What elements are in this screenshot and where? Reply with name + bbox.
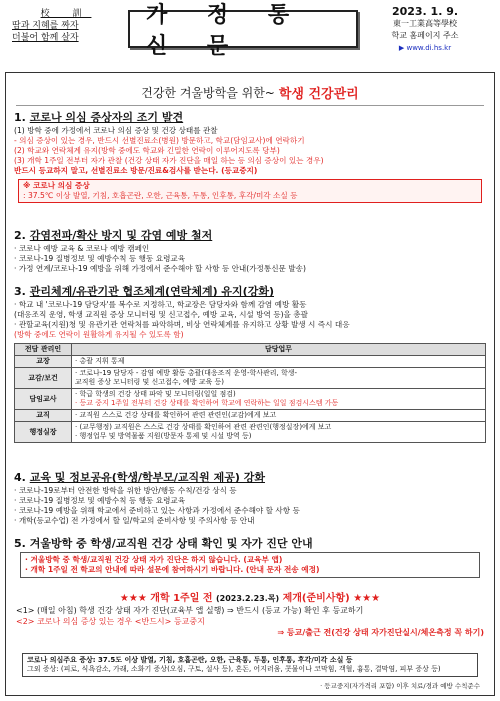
- s5-item-1: · 겨울방학 중 학생/교직원 건강 상태 자가 진단은 하지 않습니다. (교육부 앱): [25, 555, 283, 564]
- s4-item-4: · 개학(등교수업) 전 가정에서 할 일/학교의 준비사항 및 주의사항 등 안내: [14, 516, 255, 525]
- section-2-title: [14, 229, 486, 243]
- s3-item-2: (대응조직 운영, 학생 교직원 증상 모니터링 및 신고접수, 예방 교육, 시설 방역 등)을 총괄: [14, 310, 308, 319]
- section-2: [14, 229, 486, 274]
- school-start-notice: [16, 593, 484, 638]
- symptom-warning-box: [18, 179, 482, 203]
- s2-item-1: · 코로나 예방 교육 & 코로나 예방 캠페인: [14, 244, 150, 253]
- section-1-number: 1.: [14, 111, 26, 124]
- duty-role: 교장: [15, 356, 72, 368]
- s1-item-5: 반드시 등교하지 말고, 선별진료소 방문/진료&검사를 받는다. (등교중지): [14, 166, 258, 175]
- other-symptoms: 그외 증상: (피로, 식욕감소, 가래, 소화기 증상(오심, 구토, 설사 등), 혼돈, 어지러움, 콧물이나 코막힘, 객혈, 흉통, 결막염, 피부 증상 등): [27, 665, 441, 673]
- duty-line: 교직원 증상 모니터링 및 신고접수, 예방 교육 등): [75, 378, 225, 386]
- duty-role: 담임교사: [15, 389, 72, 410]
- header-info: [360, 6, 490, 54]
- school-motto: [12, 8, 112, 44]
- footnote: · 등교중지(자가격리 포함) 이후 치료/경과 예방 수칙준수: [320, 682, 480, 690]
- section-1: [14, 111, 486, 203]
- section-1-title: [14, 111, 486, 125]
- school-name: 東一工業高等學校: [393, 19, 457, 28]
- motto-title: 校 訓: [40, 9, 92, 19]
- section-2-number: 2.: [14, 229, 26, 242]
- s1-item-2: - 의심 증상이 있는 경우, 반드시 선별진료소(병원) 방문하고, 학교(담임교사)에 연락하기: [14, 136, 305, 145]
- duty-line: · (교무행정) 교직원은 스스로 건강 상태를 확인하여 관련 관련인(행정실장)에게 보고: [75, 423, 332, 431]
- s2-item-2: · 코로나-19 질병정보 및 예방수칙 등 행동 요령교육: [14, 254, 186, 263]
- s4-item-2: · 코로나-19 질병정보 및 예방수칙 등 행동 요령교육: [14, 496, 186, 505]
- duty-cell: [72, 368, 486, 389]
- duty-line: · 행정업무 및 방역물품 지원(방문자 통제 및 시설 방역 등): [75, 432, 252, 440]
- motto-line-2: 더불어 함께 살자: [12, 33, 79, 43]
- duty-cell: [72, 389, 486, 410]
- s3-item-3: · 관할교육(지원)청 및 유관기관 연락처를 파악하며, 비상 연락체계를 유지하고 상황 발생 시 즉시 대응: [14, 320, 350, 329]
- section-5-heading: 겨울방학 중 학생/교직원 건강 상태 확인 및 자가 진단 안내: [29, 537, 313, 550]
- s3-item-4: (방학 중에도 연락이 원활하게 유지될 수 있도록 함): [14, 330, 184, 339]
- homepage-url[interactable]: www.di.hs.kr: [406, 44, 452, 52]
- s4-item-1: · 코로나-19로부터 안전한 방학을 위한 방안/행동 수칙/건강 상식 등: [14, 486, 237, 495]
- duty-line: · 학급 학생의 건강 상태 파악 및 모니터링(일일 점검): [75, 390, 236, 398]
- section-1-heading: 코로나 의심 증상자의 조기 발견: [29, 111, 184, 124]
- main-symptoms: 코로나 의심주요 증상: 37.5도 이상 발열, 기침, 호흡곤란, 오한, 근육통, 두통, 인후통, 후각/미각 소실 등: [27, 656, 353, 664]
- duty-role: 교감/보건: [15, 368, 72, 389]
- duty-cell: [72, 410, 486, 422]
- section-3-title: [14, 285, 486, 299]
- headline-divider: [16, 105, 484, 106]
- duty-cell: [72, 422, 486, 443]
- section-2-heading: 감염전파/확산 방지 및 감염 예방 철저: [29, 229, 213, 242]
- s3-item-1: · 학교 내 '코로나-19 담당자'를 복수로 지정하고, 학교장은 담당자와 함께 감염 예방 활동: [14, 300, 307, 309]
- duty-role: 교직: [15, 410, 72, 422]
- self-check-notice: [20, 552, 480, 578]
- section-4-number: 4.: [14, 471, 26, 484]
- notice-title: [16, 593, 484, 604]
- issue-date: 2023. 1. 9.: [391, 5, 459, 18]
- notice-line-3: ⇒ 등교/출근 전(건강 상태 자가진단실시/체온측정 꼭 하기): [277, 628, 484, 637]
- s5-item-2: · 개학 1주일 전 학교의 안내에 따라 설문에 참여하시기 바랍니다. (안내 문자 전송 예정): [25, 565, 320, 574]
- homepage-label: 학교 홈페이지 주소: [391, 31, 459, 40]
- table-row: [15, 368, 486, 389]
- section-5: [14, 537, 486, 578]
- headline-text: 건강한 겨울방학을 위한~: [141, 85, 275, 100]
- headline: [6, 81, 494, 103]
- duty-role: 행정실장: [15, 422, 72, 443]
- duty-table-header-duty: 담당업무: [72, 344, 486, 356]
- notice-date: (2023.2.23.목): [216, 594, 280, 603]
- s2-item-3: · 가정 연계/코로나-19 예방을 위해 가정에서 준수해야 할 사항 등 안내(가정통신문 발송): [14, 264, 306, 273]
- duty-table-header-role: 전담 관리인: [15, 344, 72, 356]
- table-row: [15, 410, 486, 422]
- motto-line-1: 땀과 지혜를 짜자: [12, 21, 79, 31]
- section-5-number: 5.: [14, 537, 26, 550]
- duty-line: · 코로나-19 담당자 - 감염 예방 활동 총괄(대응조직 운영-학사관리, 학생-: [75, 369, 298, 377]
- notice-title-text: ★★★ 개학 1주일 전: [119, 593, 213, 604]
- section-5-title: [14, 537, 486, 551]
- section-3: [14, 285, 486, 443]
- notice-line-1: <1> (매일 아침) 학생 건강 상태 자가 진단(교육부 앱 실행) ⇒ 반드시 (등교 가능) 확인 후 등교하기: [16, 606, 364, 615]
- symptom-summary-box: [22, 653, 478, 677]
- warning-text: : 37.5℃ 이상 발열, 기침, 호흡곤란, 오한, 근육통, 두통, 인후통, 후각/미각 소실 등: [23, 191, 298, 200]
- homepage-link[interactable]: ▶ www.di.hs.kr: [398, 44, 452, 52]
- newsletter-title: 가 정 통 신 문: [128, 10, 358, 48]
- notice-title-tail: 제개(준비사항) ★★★: [282, 593, 381, 604]
- table-row: [15, 422, 486, 443]
- table-row: [15, 356, 486, 368]
- section-3-number: 3.: [14, 285, 26, 298]
- duty-table: [14, 343, 486, 443]
- s1-item-4: (3) 개학 1주일 전부터 자가 관찰 (건강 상태 자가 진단을 매일 하는 등 의심 증상이 있는 경우): [14, 156, 324, 165]
- section-4: [14, 471, 486, 526]
- s4-item-3: · 코로나-19 예방을 위해 학교에서 준비하고 있는 사항과 가정에서 준수해야 할 사항 등: [14, 506, 300, 515]
- duty-line: · 등교 중지 1주일 전부터 건강 상태를 확인하여 학교에 연락하는 일일 점검시스템 가동: [75, 399, 339, 407]
- duty-line: · 교직원 스스로 건강 상태를 확인하여 관련 관련인(교감)에게 보고: [75, 411, 277, 419]
- section-4-heading: 교육 및 정보공유(학생/학부모/교직원 제공) 강화: [29, 471, 265, 484]
- content-frame: [5, 72, 495, 696]
- s1-item-1: (1) 방학 중에 가정에서 코로나 의심 증상 및 건강 상태를 관찰: [14, 126, 218, 135]
- notice-line-2: <2> 코로나 의심 증상 있는 경우 <반드시> 등교중지: [16, 617, 205, 626]
- warning-title: ※ 코로나 의심 증상: [23, 181, 90, 190]
- duty-cell: [72, 356, 486, 368]
- headline-accent: 학생 건강관리: [278, 86, 359, 102]
- duty-line: · 총괄 지휘 통제: [75, 357, 125, 365]
- section-3-heading: 관리체계/유관기관 협조체계(연락체계) 유지(강화): [29, 285, 274, 298]
- s1-item-3: (2) 학교와 연락체계 유지(방학 중에도 학교와 긴밀한 연락이 이루어지도록 당부): [14, 146, 280, 155]
- table-row: [15, 389, 486, 410]
- section-4-title: [14, 471, 486, 485]
